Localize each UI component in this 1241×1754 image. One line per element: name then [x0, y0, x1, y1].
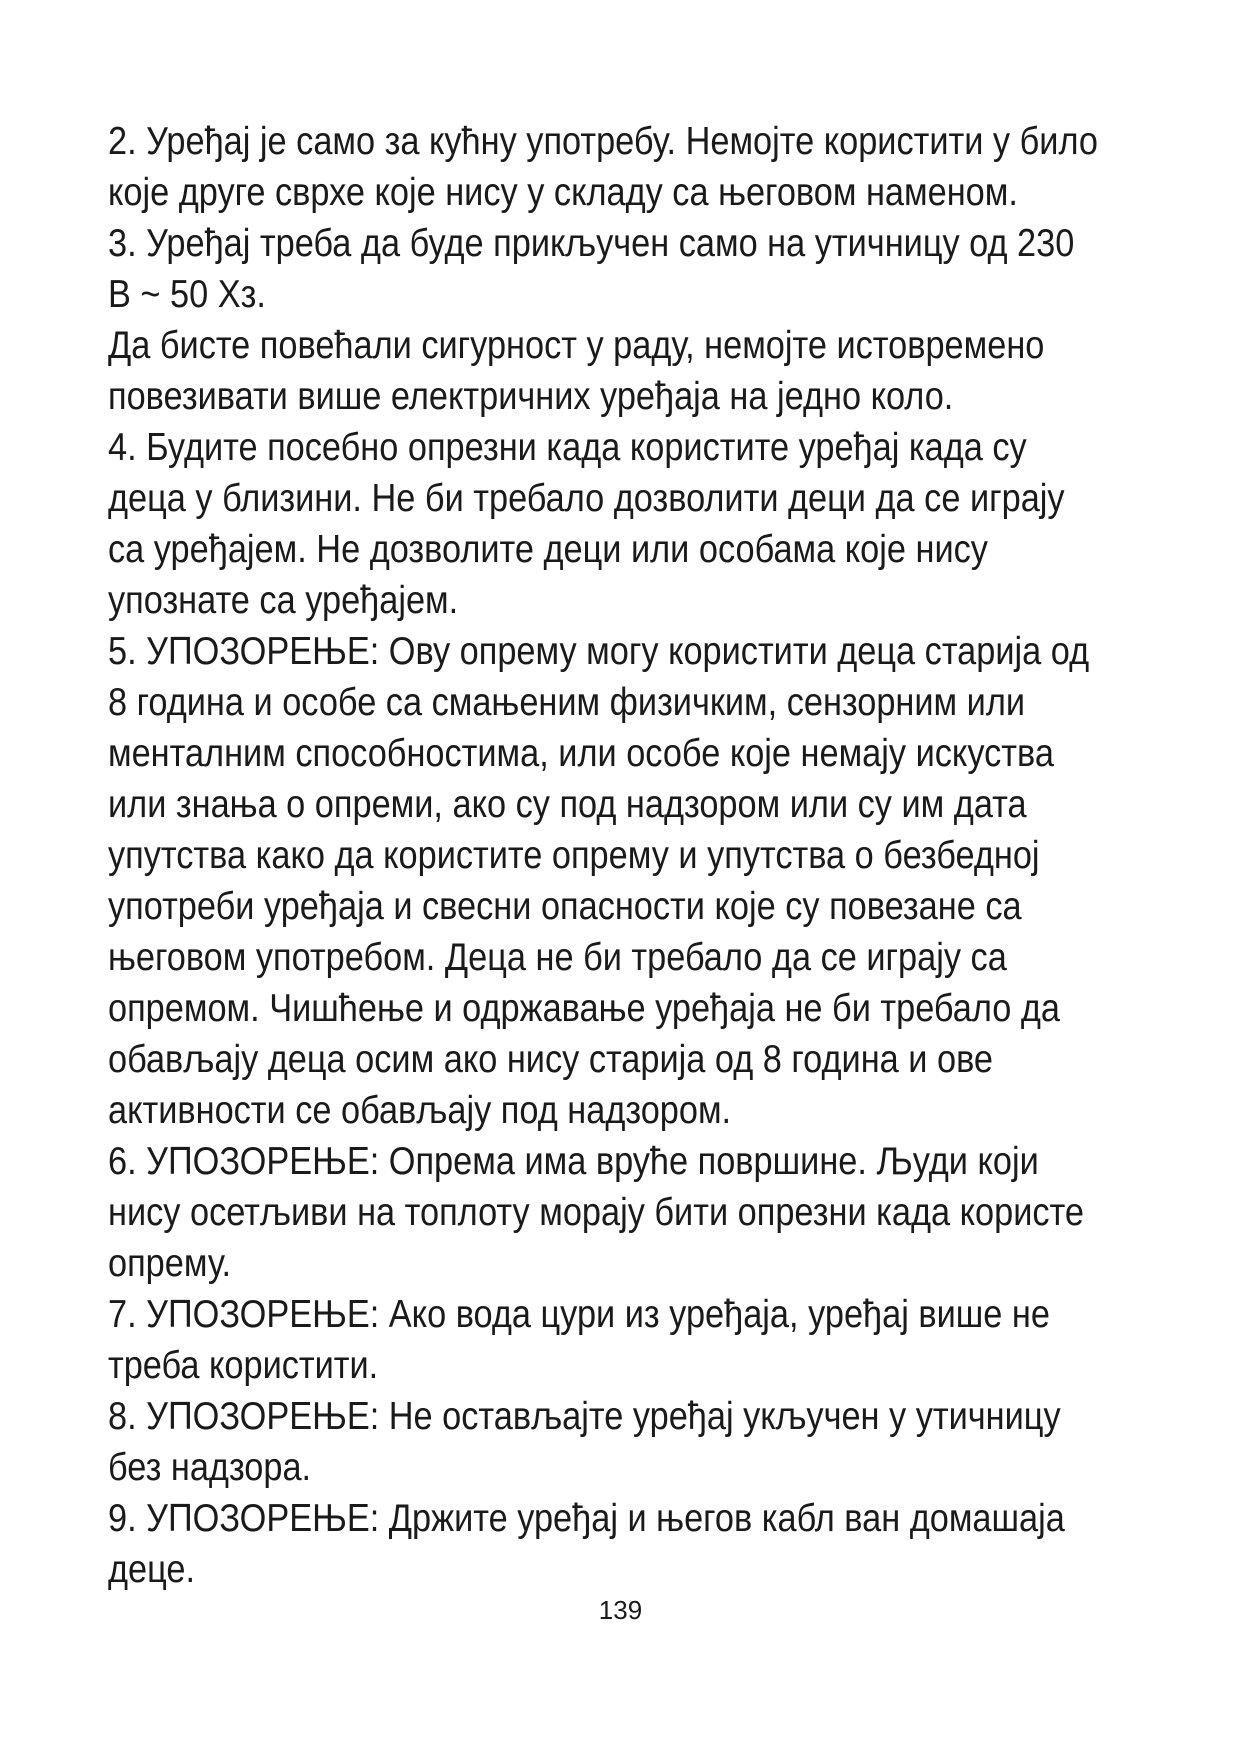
text-line: његовом употребом. Деца не би требало да се играју са: [108, 936, 1007, 979]
text-line: обављају деца осим ако нису старија од 8 година и ове: [108, 1038, 994, 1081]
text-line: опремом. Чишћење и одржавање уређаја не би требало да: [108, 987, 1061, 1030]
text-line: нису осетљиви на топлоту морају бити опрезни када користе: [108, 1191, 1084, 1234]
text-line: треба користити.: [108, 1344, 379, 1387]
text-line: 8 година и особе са смањеним физичким, сензорним или: [108, 681, 1026, 724]
text-line: 9. УПОЗОРЕЊЕ: Држите уређај и његов кабл ван домашаја: [108, 1497, 1065, 1540]
text-line: 6. УПОЗОРЕЊЕ: Опрема има вруће површине. Људи који: [108, 1140, 1039, 1183]
text-line: 5. УПОЗОРЕЊЕ: Ову опрему могу користити деца старија од: [108, 630, 1090, 673]
text-line: упознате са уређајем.: [108, 579, 459, 622]
text-line: употреби уређаја и свесни опасности које су повезане са: [108, 885, 1022, 928]
page-number: 139: [598, 1595, 643, 1625]
text-line: са уређајем. Не дозволите деци или особама које нису: [108, 528, 988, 571]
document-body: [108, 116, 1190, 1595]
text-line: које друге сврхе које нису у складу са његовом наменом.: [108, 171, 1018, 214]
text-line: деце.: [108, 1548, 196, 1591]
text-line: 7. УПОЗОРЕЊЕ: Ако вода цури из уређаја, уређај више не: [108, 1293, 1050, 1336]
text-line: опрему.: [108, 1242, 232, 1285]
text-line: менталним способностима, или особе које немају искуства: [108, 732, 1054, 775]
text-line: активности се обављају под надзором.: [108, 1089, 732, 1132]
text-line: В ~ 50 Хз.: [108, 273, 266, 316]
text-line: 8. УПОЗОРЕЊЕ: Не остављајте уређај укључен у утичницу: [108, 1395, 1061, 1438]
text-line: или знања о опреми, ако су под надзором или су им дата: [108, 783, 1027, 826]
text-line: 4. Будите посебно опрезни када користите уређај када су: [108, 426, 1027, 469]
text-line: повезивати више електричних уређаја на једно коло.: [108, 375, 954, 418]
text-line: 2. Уређај је само за кућну употребу. Немојте користити у било: [108, 120, 1098, 163]
text-line: 3. Уређај треба да буде прикључен само на утичницу од 230: [108, 222, 1075, 265]
text-line: Да бисте повећали сигурност у раду, немојте истовремено: [108, 324, 1045, 367]
text-line: деца у близини. Не би требало дозволити деци да се играју: [108, 477, 1065, 520]
text-line: без надзора.: [108, 1446, 312, 1489]
text-line: упутства како да користите опрему и упутства о безбедној: [108, 834, 1040, 877]
